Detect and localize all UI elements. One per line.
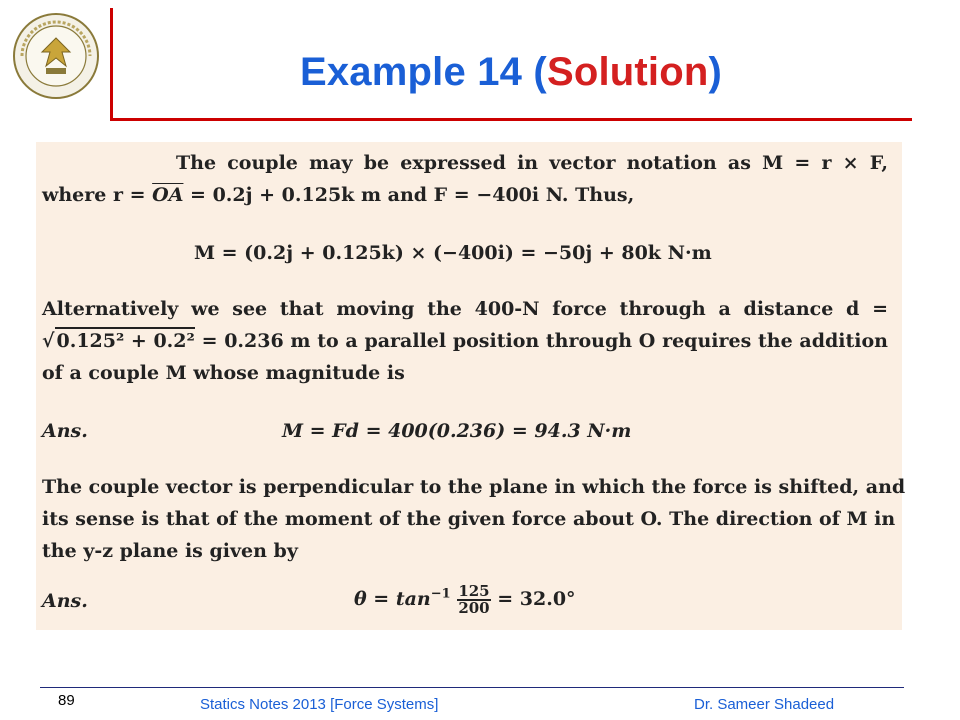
perpendicular-line-3: the y-z plane is given by [42,540,298,562]
perpendicular-line-1: The couple vector is perpendicular to the plane in which the force is shifted, and [42,476,906,498]
page-number: 89 [58,692,75,709]
alternative-line-1: Alternatively we see that moving the 400-N force through a distance d = [42,298,888,320]
sqrt-expression: √ 0.125² + 0.2² [42,330,195,352]
vector-oa: $\overline{OA}$ [152,184,184,206]
footer-rule [40,687,904,688]
fraction: $\frac{125}{200}$ [458,582,490,617]
perpendicular-line-2: its sense is that of the moment of the given force about O. The direction of M in [42,508,896,530]
slide-title: Example 14 (Solution) [299,50,723,94]
alternative-line-2: √ 0.125² + 0.2² = 0.236 m to a parallel position through O requires the addition [42,330,888,352]
alternative-line-3: of a couple M whose magnitude is [42,362,405,384]
footer-author: Dr. Sameer Shadeed [694,696,835,713]
solution-panel [36,142,906,630]
university-logo [12,12,100,100]
equation-moment-vector: M = (0.2j + 0.125k) × (−400i) = −50j + 80k N·m [194,242,712,264]
answer-label-1: Ans. [42,420,88,442]
equation-magnitude: M = Fd = 400(0.236) = 94.3 N·m [282,420,632,442]
solution-line-1: The couple may be expressed in vector notation as M = r × F, [176,152,888,174]
title-horizontal-rule [110,118,912,121]
equation-theta: $\theta = \tan^{-1}$ $\frac{125}{200}$ = 32.0° [354,582,576,617]
solution-line-2: where $r = \overline{OA} = 0.2j + 0.125k$ m and F = −400i N. Thus, [42,184,635,206]
answer-label-2: Ans. [42,590,88,612]
title-highlight: Solution [546,50,709,94]
footer-course: Statics Notes 2013 [Force Systems] [200,696,439,713]
